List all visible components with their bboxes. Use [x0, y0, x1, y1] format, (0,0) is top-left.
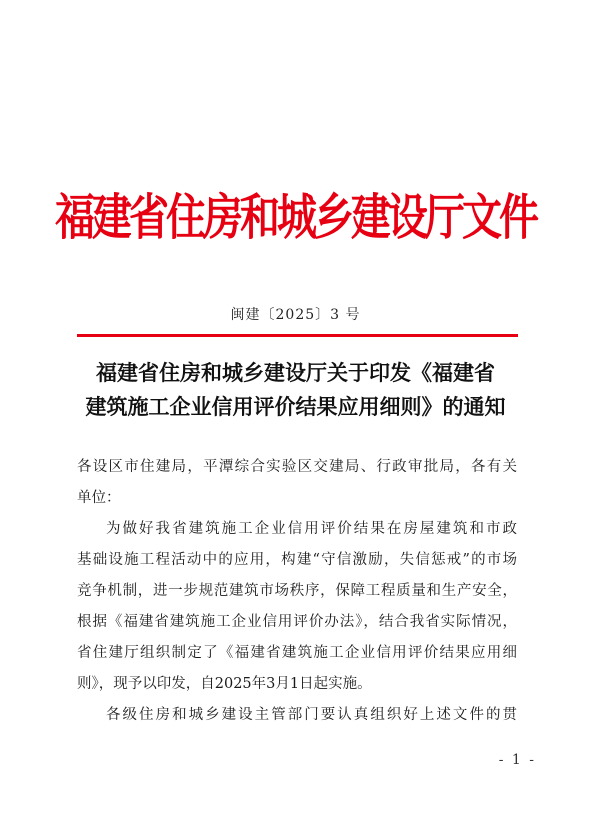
red-divider-line — [77, 334, 518, 337]
red-header-title: 福建省住房和城乡建设厅文件 — [55, 188, 536, 247]
paragraph-1-line-4: 根据《福建省建筑施工企业信用评价办法》，结合我省实际情况， — [77, 614, 517, 630]
notice-title-line-2: 建筑施工企业信用评价结果应用细则》的通知 — [85, 394, 506, 419]
notice-title-line-1: 福建省住房和城乡建设厅关于印发《福建省 — [96, 360, 495, 385]
paragraph-1-line-6: 则》，现予以印发，自2025年3月1日起实施。 — [77, 676, 372, 692]
recipients-line-1: 各设区市住建局，平潭综合实验区交建局、行政审批局，各有关 — [77, 459, 517, 475]
paragraph-1-line-5: 省住建厅组织制定了《福建省建筑施工企业信用评价结果应用细 — [77, 645, 517, 661]
paragraph-2-line-1: 各级住房和城乡建设主管部门要认真组织好上述文件的贯 — [106, 707, 517, 723]
paragraph-1-line-2: 基础设施工程活动中的应用，构建“守信激励，失信惩戒”的市场 — [77, 552, 517, 568]
recipients-line-2: 单位： — [77, 490, 121, 506]
paragraph-1-line-1: 为做好我省建筑施工企业信用评价结果在房屋建筑和市政 — [106, 521, 517, 537]
document-body — [77, 452, 517, 731]
paragraph-1-line-3: 竞争机制，进一步规范建筑市场秩序，保障工程质量和生产安全， — [77, 583, 517, 599]
notice-title — [40, 356, 551, 424]
page-number: - 1 - — [498, 752, 536, 768]
document-number: 闽建〔2025〕3 号 — [230, 307, 361, 323]
